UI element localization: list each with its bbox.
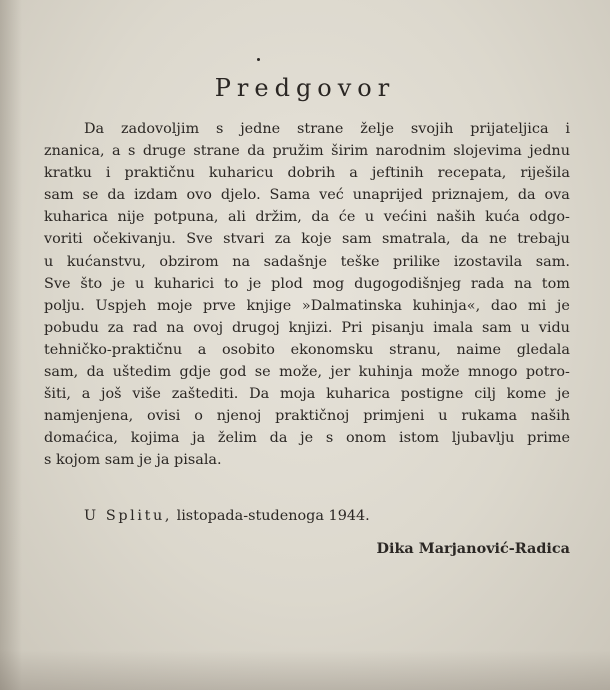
text-line: polju. Uspjeh moje prve knjige »Dalmatinska kuhinja«, dao mi je — [44, 297, 570, 314]
date: listopada-studenoga 1944. — [176, 508, 370, 524]
text-line: kuharica nije potpuna, ali držim, da će u većini naših kuća odgo- — [44, 209, 570, 226]
place-and-date — [84, 508, 370, 524]
preface-paragraph — [44, 118, 570, 472]
text-line: s kojom sam je ja pisala. — [44, 452, 222, 469]
text-line: sam, da uštedim gdje god se može, jer kuhinja može mnogo potro- — [44, 364, 570, 381]
author-signature: Dika Marjanović-Radica — [376, 540, 570, 557]
page-title: Predgovor — [214, 74, 396, 102]
text-line: Da zadovoljim s jedne strane želje svojih prijateljica i — [84, 121, 570, 137]
text-line: šiti, a još više zaštediti. Da moja kuharica postigne cilj kome je — [44, 386, 570, 403]
page-gutter-shadow — [0, 0, 22, 690]
text-line: u kućanstvu, obzirom na sadašnje teške prilike izostavila sam. — [44, 253, 570, 270]
text-line: voriti očekivanju. Sve stvari za koje sam smatrala, da ne trebaju — [44, 231, 570, 248]
page-bottom-shadow — [0, 650, 610, 690]
place: U Splitu, — [84, 508, 173, 524]
ink-dot — [257, 58, 260, 61]
text-line: pobudu za rad na ovoj drugoj knjizi. Pri pisanju imala sam u vidu — [44, 319, 570, 336]
text-line: sam se da izdam ovo djelo. Sama već unaprijed priznajem, da ova — [44, 187, 570, 204]
text-line: Sve što je u kuharici to je plod mog dugogodišnjeg rada na tom — [44, 275, 570, 292]
text-line: kratku i praktičnu kuharicu dobrih a jeftinih recepata, riješila — [44, 165, 570, 182]
text-line: domaćica, kojima ja želim da je s onom istom ljubavlju prime — [44, 430, 570, 447]
text-line: tehničko-praktičnu a osobito ekonomsku stranu, naime gledala — [44, 341, 570, 358]
text-line: namjenjena, ovisi o njenoj praktičnoj primjeni u rukama naših — [44, 408, 570, 425]
text-line: znanica, a s druge strane da pružim širim narodnim slojevima jednu — [44, 143, 570, 160]
